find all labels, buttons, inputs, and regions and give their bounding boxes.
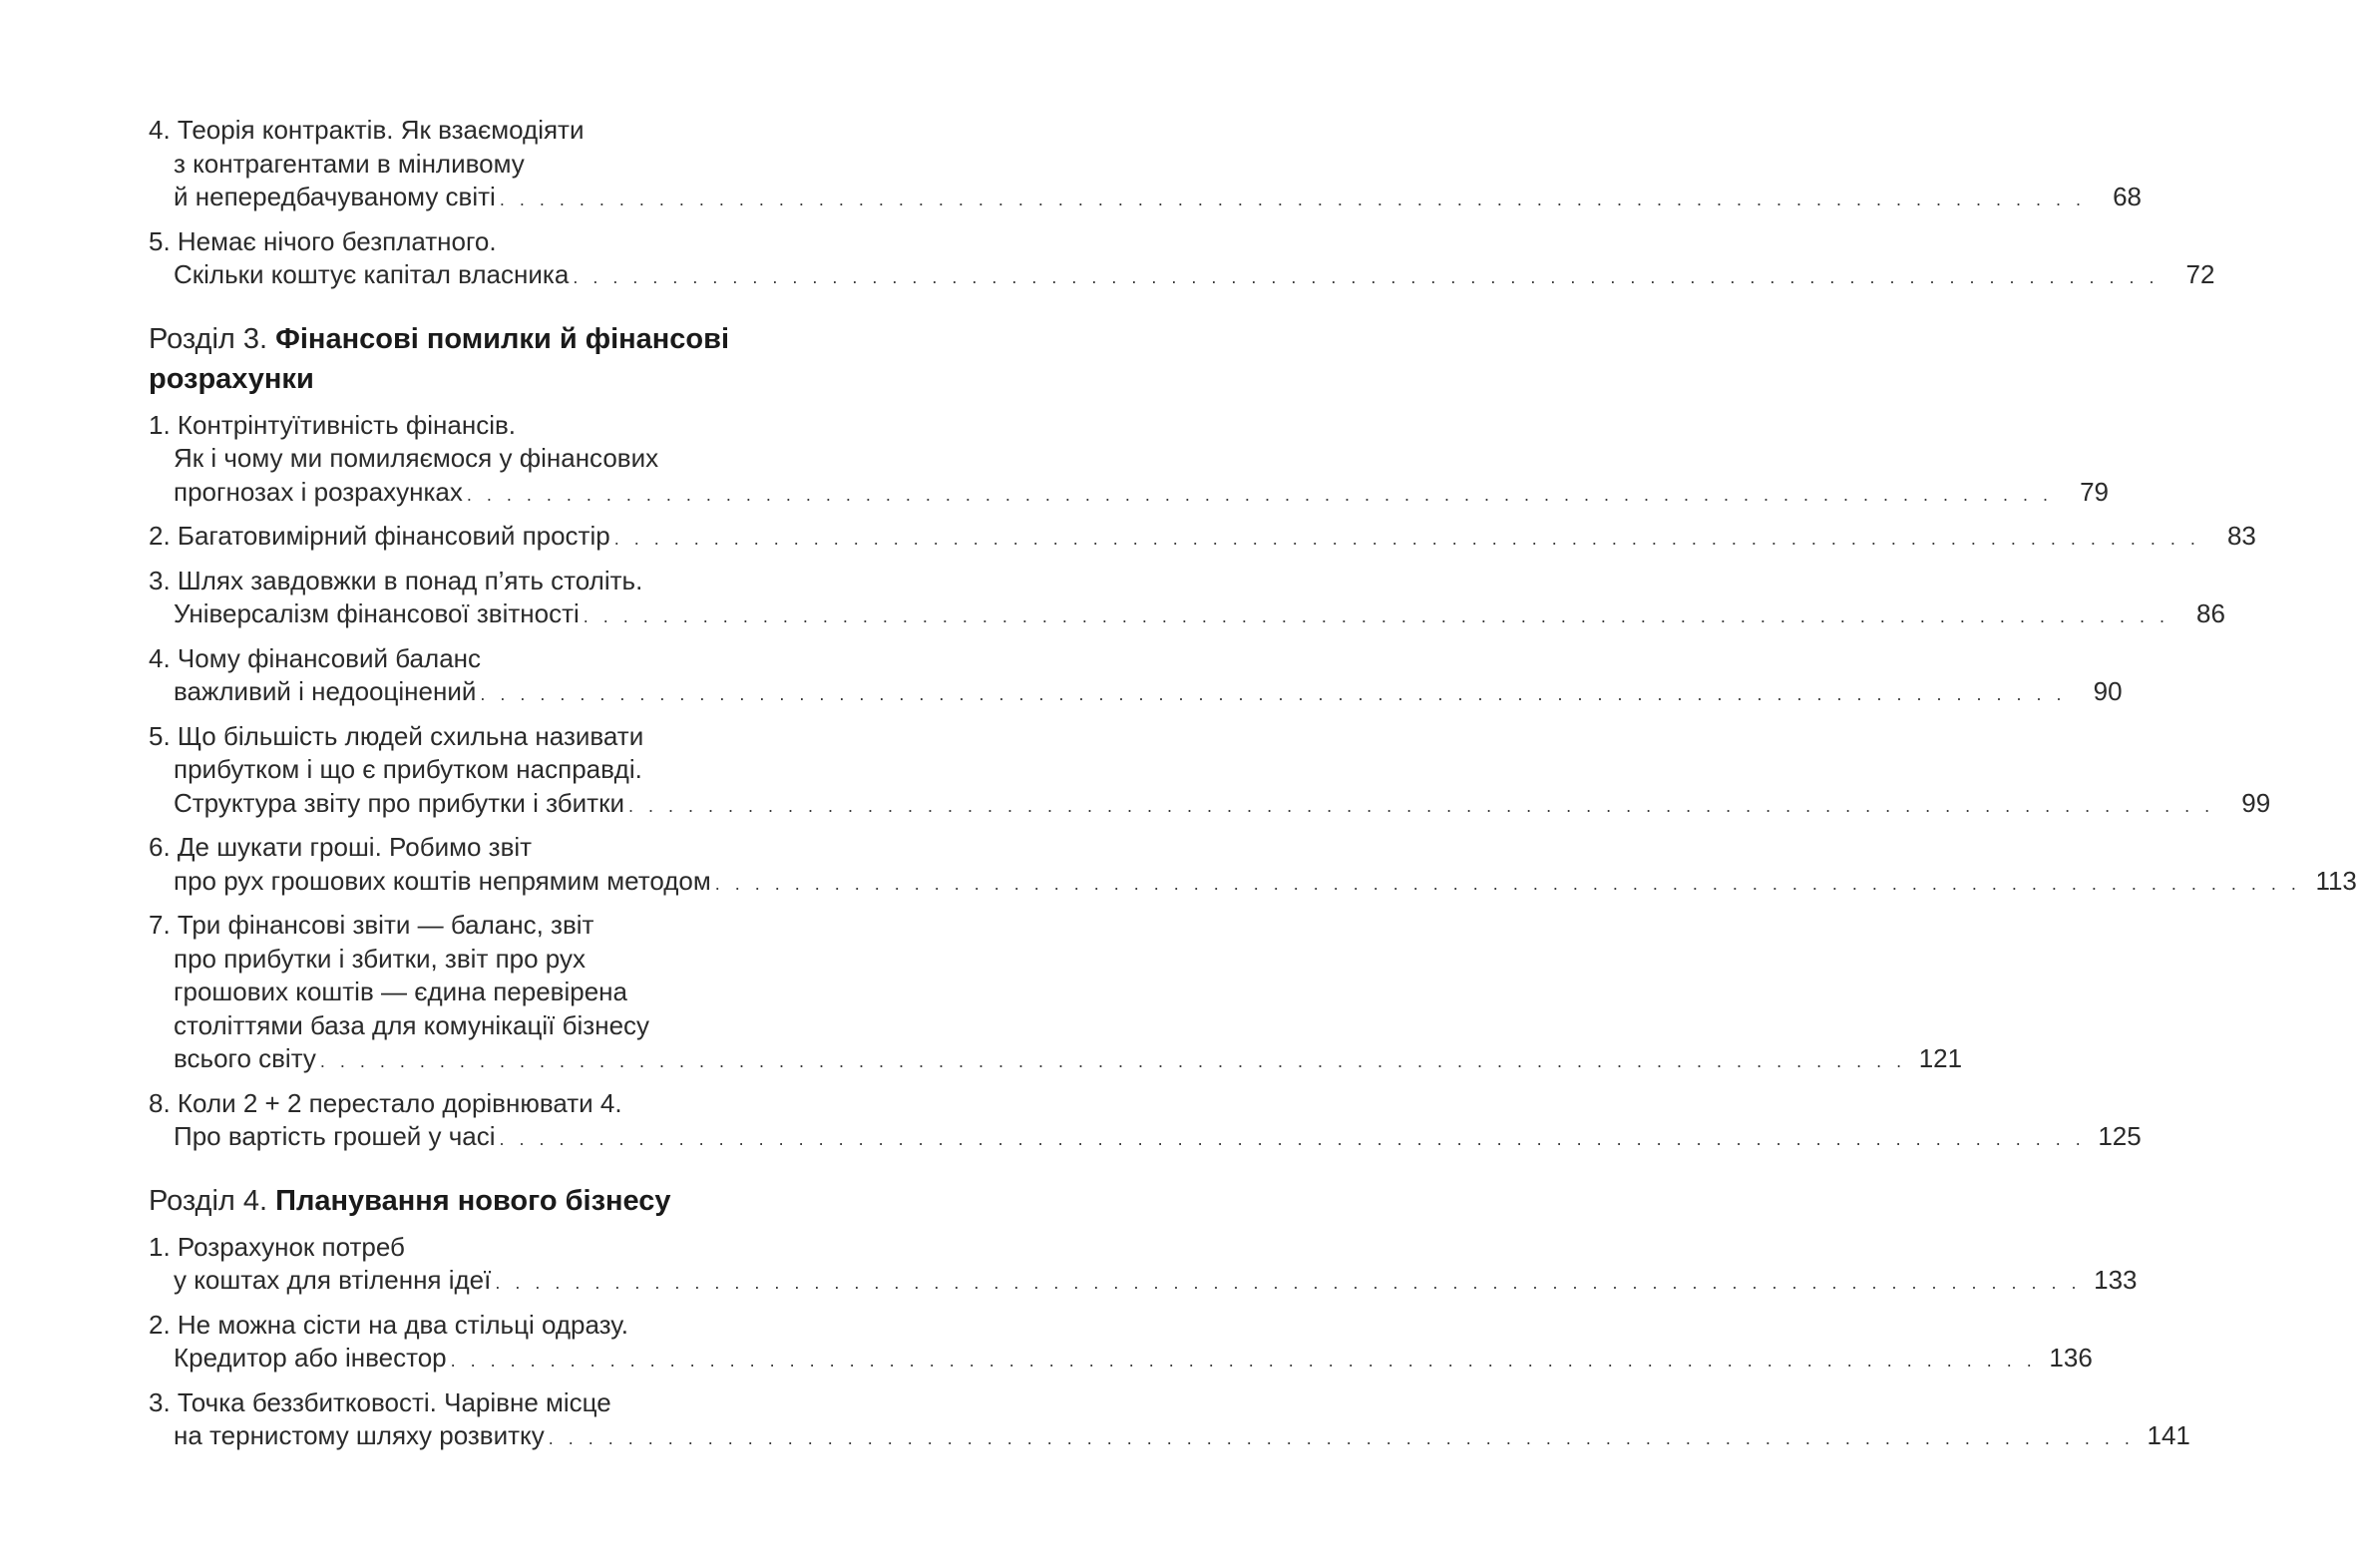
dot-leader: . . . . . . . . . . . . . . . . . . . . . . . . . . . . . . . . . . . . . . . . . . . . . . . . . . . . . . . . . . . . . . . . . . . . . . . . . . . . . . . .	[548, 1428, 2135, 1448]
toc-entry[interactable]	[149, 720, 2271, 824]
entry-title: й непередбачуваному світі	[174, 182, 496, 211]
toc-line	[149, 1087, 837, 1121]
entry-title: 5. Немає нічого безплатного.	[149, 225, 497, 256]
toc-entry[interactable]	[149, 909, 1963, 1079]
toc-line	[149, 409, 837, 443]
dot-leader: . . . . . . . . . . . . . . . . . . . . . . . . . . . . . . . . . . . . . . . . . . . . . . . . . . . . . . . . . . . . . . . . . . . . . . . . . . . . . . . .	[714, 873, 2301, 894]
toc-line	[149, 520, 2256, 557]
toc-entry[interactable]	[149, 1231, 2138, 1301]
toc-line	[149, 865, 2357, 902]
entry-title: про прибутки і збитки, звіт про рух	[174, 943, 586, 974]
page-number: 121	[1918, 1043, 1963, 1073]
entry-title: 3. Шлях завдовжки в понад п’ять століть.	[149, 565, 643, 595]
toc-line	[149, 1009, 837, 1043]
page-number: 125	[2098, 1121, 2142, 1151]
entry-title: Універсалізм фінансової звітності	[174, 598, 580, 628]
toc-entry[interactable]	[149, 520, 2256, 557]
toc-line	[149, 943, 837, 977]
page-number: 141	[2147, 1420, 2190, 1450]
entry-title: Кредитор або інвестор	[174, 1343, 447, 1372]
entry-title: Структура звіту про прибутки і збитки	[174, 787, 624, 818]
entry-title: про рух грошових коштів непрямим методом	[174, 865, 711, 896]
page-number: 83	[2226, 521, 2256, 551]
toc-line	[149, 225, 837, 259]
page-number: 133	[2094, 1265, 2138, 1295]
toc-line	[149, 114, 837, 148]
toc-line	[149, 909, 837, 943]
entry-title: Як і чому ми помиляємося у фінансових	[174, 443, 659, 473]
entry-title: 2. Багатовимірний фінансовий простір	[149, 521, 610, 551]
page-number: 68	[2113, 182, 2142, 211]
entry-title: важливий і недооцінений	[174, 676, 477, 706]
page-number: 79	[2080, 476, 2110, 507]
toc-line	[149, 1264, 2138, 1301]
toc-line	[149, 1120, 2142, 1157]
toc-line	[149, 1342, 2093, 1378]
entry-title: прогнозах і розрахунках	[174, 476, 463, 507]
toc-line	[149, 720, 837, 754]
dot-leader: . . . . . . . . . . . . . . . . . . . . . . . . . . . . . . . . . . . . . . . . . . . . . . . . . . . . . . . . . . . . . . . . . . . . . . . . . . . . . . . .	[450, 1351, 2037, 1371]
entry-title: 3. Точка беззбитковості. Чарівне місце	[149, 1386, 611, 1417]
entry-title: 4. Теорія контрактів. Як взаємодіяти	[149, 115, 585, 145]
toc-entry[interactable]	[149, 1386, 2190, 1456]
entry-title: 8. Коли 2 + 2 перестало дорівнювати 4.	[149, 1087, 622, 1118]
dot-leader: . . . . . . . . . . . . . . . . . . . . . . . . . . . . . . . . . . . . . . . . . . . . . . . . . . . . . . . . . . . . . . . . . . . . . . . . . . . . . . . .	[499, 1129, 2086, 1149]
section-number: Розділ 3.	[149, 322, 276, 355]
toc-line	[149, 1231, 837, 1265]
entry-title: століттями база для комунікації бізнесу	[174, 1009, 650, 1040]
toc-line	[149, 258, 2215, 295]
section-heading	[149, 319, 837, 399]
toc-line	[149, 1419, 2190, 1456]
page-number: 86	[2196, 598, 2225, 628]
toc-line	[149, 753, 837, 787]
entry-title: Скільки коштує капітал власника	[174, 259, 570, 289]
toc-line	[149, 976, 837, 1009]
page-number: 72	[2185, 259, 2215, 289]
toc-line	[149, 642, 837, 676]
toc-line	[149, 1309, 837, 1343]
section-number: Розділ 4.	[149, 1184, 276, 1217]
entry-title: з контрагентами в мінливому	[174, 148, 525, 179]
toc-entry[interactable]	[149, 1087, 2142, 1157]
entry-title: прибутком і що є прибутком насправді.	[174, 754, 642, 784]
toc-entry[interactable]	[149, 565, 2225, 634]
dot-leader: . . . . . . . . . . . . . . . . . . . . . . . . . . . . . . . . . . . . . . . . . . . . . . . . . . . . . . . . . . . . . . . . . . . . . . . . . . . . . . . .	[480, 684, 2067, 704]
section-title: Фінансові помилки й фінансові	[275, 322, 730, 355]
toc-line	[149, 565, 837, 598]
toc-line	[149, 1042, 1963, 1079]
entry-title: у коштах для втілення ідеї	[174, 1265, 492, 1295]
toc-line	[149, 1386, 837, 1420]
toc-line	[149, 597, 2225, 634]
toc-entry[interactable]	[149, 831, 2357, 901]
page-number: 99	[2241, 787, 2271, 818]
toc-entry[interactable]	[149, 642, 2123, 712]
toc-line	[149, 442, 837, 476]
page-number: 113	[2315, 865, 2357, 896]
dot-leader: . . . . . . . . . . . . . . . . . . . . . . . . . . . . . . . . . . . . . . . . . . . . . . . . . . . . . . . . . . . . . . . . . . . . . . . . . . . . . . . .	[466, 484, 2054, 505]
entry-title: 5. Що більшість людей схильна називати	[149, 720, 644, 751]
dot-leader: . . . . . . . . . . . . . . . . . . . . . . . . . . . . . . . . . . . . . . . . . . . . . . . . . . . . . . . . . . . . . . . . . . . . . . . . . . . . . . . .	[628, 795, 2215, 816]
section-heading	[149, 1181, 837, 1221]
dot-leader: . . . . . . . . . . . . . . . . . . . . . . . . . . . . . . . . . . . . . . . . . . . . . . . . . . . . . . . . . . . . . . . . . . . . . . . . . . . . . . . .	[319, 1051, 1907, 1071]
dot-leader: . . . . . . . . . . . . . . . . . . . . . . . . . . . . . . . . . . . . . . . . . . . . . . . . . . . . . . . . . . . . . . . . . . . . . . . . . . . . . . . .	[573, 267, 2160, 287]
entry-title: 7. Три фінансові звіти — баланс, звіт	[149, 910, 594, 940]
section-title-continued: розрахунки	[149, 362, 314, 395]
section-title: Планування нового бізнесу	[275, 1184, 671, 1217]
page-number: 90	[2093, 676, 2123, 706]
toc-entry[interactable]	[149, 1309, 2093, 1378]
toc-line	[149, 148, 837, 182]
toc-entry[interactable]	[149, 225, 2215, 295]
toc-entry[interactable]	[149, 114, 2142, 217]
toc-line	[149, 181, 2142, 217]
dot-leader: . . . . . . . . . . . . . . . . . . . . . . . . . . . . . . . . . . . . . . . . . . . . . . . . . . . . . . . . . . . . . . . . . . . . . . . . . . . . . . . .	[499, 190, 2086, 209]
entry-title: грошових коштів — єдина перевірена	[174, 977, 627, 1006]
dot-leader: . . . . . . . . . . . . . . . . . . . . . . . . . . . . . . . . . . . . . . . . . . . . . . . . . . . . . . . . . . . . . . . . . . . . . . . . . . . . . . . .	[495, 1273, 2082, 1293]
entry-title: 6. Де шукати гроші. Робимо звіт	[149, 832, 533, 862]
toc-line	[149, 787, 2271, 824]
dot-leader: . . . . . . . . . . . . . . . . . . . . . . . . . . . . . . . . . . . . . . . . . . . . . . . . . . . . . . . . . . . . . . . . . . . . . . . . . . . . . . . .	[583, 606, 2169, 626]
table-of-contents	[149, 114, 2357, 1456]
entry-title: всього світу	[174, 1043, 316, 1073]
entry-title: 1. Контрінтуїтивність фінансів.	[149, 409, 517, 440]
toc-entry[interactable]	[149, 409, 2110, 513]
toc-line	[149, 831, 837, 865]
toc-line	[149, 476, 2110, 513]
entry-title: Про вартість грошей у часі	[174, 1121, 496, 1151]
entry-title: 1. Розрахунок потреб	[149, 1231, 405, 1262]
toc-line	[149, 675, 2123, 712]
page-number: 136	[2049, 1343, 2093, 1372]
entry-title: 2. Не можна сісти на два стільці одразу.	[149, 1309, 628, 1340]
dot-leader: . . . . . . . . . . . . . . . . . . . . . . . . . . . . . . . . . . . . . . . . . . . . . . . . . . . . . . . . . . . . . . . . . . . . . . . . . . . . . . . .	[613, 529, 2200, 549]
entry-title: на тернистому шляху розвитку	[174, 1420, 545, 1450]
entry-title: 4. Чому фінансовий баланс	[149, 642, 482, 673]
